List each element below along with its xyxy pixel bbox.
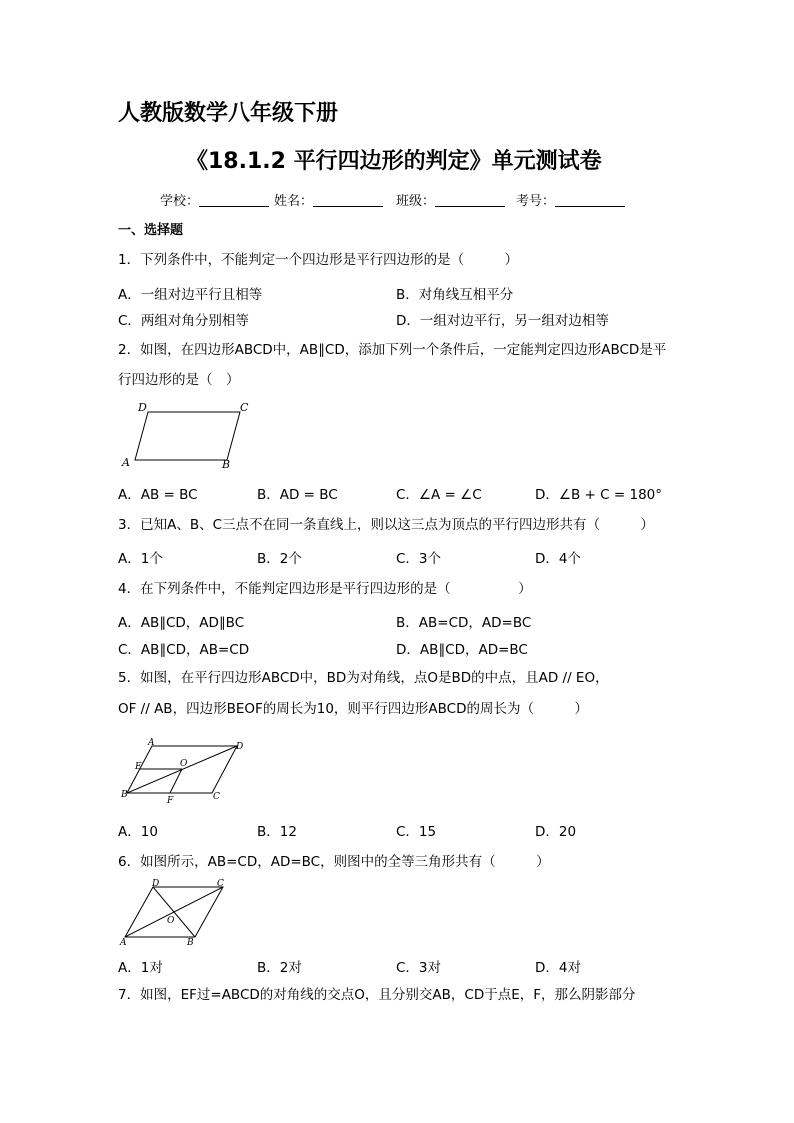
question-1-stem: 1．下列条件中，不能判定一个四边形是平行四边形的是（ ） <box>118 252 519 268</box>
q4-option-d: D．AB∥CD，AD=BC <box>396 642 528 658</box>
q5-option-c: C．15 <box>396 824 437 840</box>
q5-label-d: D <box>236 742 244 752</box>
q6-label-o: O <box>167 916 175 926</box>
q3-option-a: A．1个 <box>118 551 163 567</box>
school-label: 学校： <box>160 194 200 209</box>
exam-number-blank <box>555 194 625 207</box>
section-heading: 一、选择题 <box>118 223 184 238</box>
q4-option-a: A．AB∥CD，AD∥BC <box>118 615 245 631</box>
q4-option-b: B．AB=CD，AD=BC <box>396 615 532 631</box>
q6-label-b: B <box>187 938 194 948</box>
q6-diagonal-bd <box>153 887 195 937</box>
q2-option-c: C．∠A = ∠C <box>396 487 482 503</box>
q2-label-a: A <box>122 456 130 469</box>
q5-label-o: O <box>180 759 188 769</box>
name-field <box>274 190 383 209</box>
q6-option-c: C．3对 <box>396 960 442 976</box>
exam-number-field <box>516 190 625 209</box>
q5-label-c: C <box>213 792 220 802</box>
class-field <box>396 190 505 209</box>
school-blank <box>199 194 269 207</box>
q2-parallelogram-outline <box>135 412 240 460</box>
school-field <box>160 190 269 209</box>
q6-option-d: D．4对 <box>535 960 581 976</box>
q5-option-d: D．20 <box>535 824 577 840</box>
q6-option-a: A．1对 <box>118 960 163 976</box>
q5-label-b: B <box>121 790 128 800</box>
q5-label-e: E <box>135 762 142 772</box>
question-7-stem: 7．如图，EF过=ABCD的对角线的交点O，且分别交AB，CD于点E，F，那么阴影部分 <box>118 987 636 1003</box>
q5-parallelogram-figure <box>115 735 255 810</box>
q1-option-b: B．对角线互相平分 <box>396 287 514 303</box>
q5-label-a: A <box>148 738 155 748</box>
q1-option-a: A．一组对边平行且相等 <box>118 287 263 303</box>
q2-label-b: B <box>222 458 231 471</box>
q5-label-f: F <box>167 796 174 806</box>
q6-label-a: A <box>120 938 127 948</box>
q2-label-d: D <box>138 401 147 414</box>
question-5-stem-line-2: OF // AB，四边形BEOF的周长为10，则平行四边形ABCD的周长为（ ） <box>118 701 589 717</box>
q6-parallelogram-figure <box>115 877 240 949</box>
question-3-stem: 3．已知A、B、C三点不在同一条直线上，则以这三点为顶点的平行四边形共有（ ） <box>118 517 655 533</box>
q3-option-d: D．4个 <box>535 551 581 567</box>
q2-option-d: D．∠B + C = 180° <box>535 487 662 503</box>
page-subtitle: 《18.1.2 平行四边形的判定》单元测试卷 <box>186 149 602 174</box>
class-blank <box>435 194 505 207</box>
q6-option-b: B．2对 <box>257 960 302 976</box>
question-4-stem: 4．在下列条件中，不能判定四边形是平行四边形的是（ ） <box>118 581 532 597</box>
exam-number-label: 考号： <box>516 194 556 209</box>
name-blank <box>313 194 383 207</box>
question-6-stem: 6．如图所示，AB=CD，AD=BC，则图中的全等三角形共有（ ） <box>118 854 550 870</box>
question-2-stem-line-2: 行四边形的是（ ） <box>118 372 240 388</box>
q1-option-c: C．两组对角分别相等 <box>118 313 249 329</box>
q6-label-d: D <box>152 879 160 889</box>
q3-option-c: C．3个 <box>396 551 442 567</box>
q6-label-c: C <box>217 879 224 889</box>
question-5-stem-line-1: 5．如图，在平行四边形ABCD中，BD为对角线，点O是BD的中点，且AD // EO， <box>118 670 609 686</box>
q2-option-b: B．AD = BC <box>257 487 338 503</box>
page-title: 人教版数学八年级下册 <box>118 101 339 126</box>
q5-option-a: A．10 <box>118 824 158 840</box>
q1-option-d: D．一组对边平行，另一组对边相等 <box>396 313 609 329</box>
q4-option-c: C．AB∥CD，AB=CD <box>118 642 250 658</box>
class-label: 班级： <box>396 194 436 209</box>
q2-parallelogram-figure <box>115 398 255 474</box>
q5-option-b: B．12 <box>257 824 297 840</box>
name-label: 姓名： <box>274 194 314 209</box>
q2-option-a: A．AB = BC <box>118 487 198 503</box>
q2-label-c: C <box>240 401 249 414</box>
question-2-stem-line-1: 2．如图，在四边形ABCD中，AB∥CD，添加下列一个条件后，一定能判定四边形ABCD是平 <box>118 342 667 358</box>
q3-option-b: B．2个 <box>257 551 302 567</box>
